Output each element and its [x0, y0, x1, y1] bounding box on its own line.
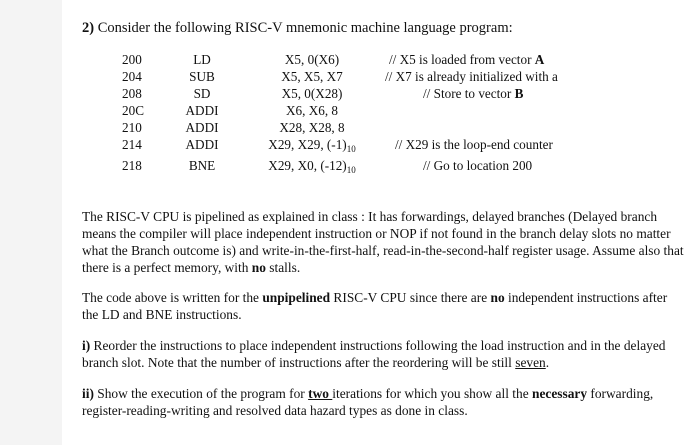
left-margin	[0, 0, 62, 445]
comment: // X29 is the loop-end counter	[395, 137, 553, 152]
address: 204	[122, 69, 142, 84]
opcode: SUB	[189, 69, 215, 84]
question-number: 2)	[82, 20, 95, 36]
operands: X5, 0(X6)	[284, 52, 340, 67]
paragraph-pipeline-description: The RISC-V CPU is pipelined as explained in class : It has forwardings, delayed branches (Delayed branch means the compiler will place independent instruction or NOP if not found in the branch delay slots no matter what the Branch outcome is) and write-in-the-first-half, read-in-the-second-half register usage. Assume also that there is a perfect memory, with no stalls.	[82, 209, 684, 275]
address: 214	[122, 137, 142, 152]
comment: // Go to location 200	[423, 158, 533, 173]
operands: X6, X6, 8	[285, 103, 339, 118]
address: 218	[122, 158, 142, 173]
address: 210	[122, 120, 142, 135]
opcode: BNE	[188, 158, 216, 173]
opcode: SD	[193, 86, 211, 101]
operands: X5, 0(X28)	[281, 86, 343, 101]
paragraph-unpipelined-note: The code above is written for the unpipelined RISC-V CPU since there are no independent instructions after the LD and BNE instructions.	[82, 290, 668, 322]
part-i: i) Reorder the instructions to place independent instructions following the load instruction and in the delayed branch slot. Note that the number of instructions after the reordering will be still seven.	[82, 338, 666, 370]
opcode: LD	[193, 52, 211, 67]
address: 208	[122, 86, 142, 101]
operands: X29, X0, $(-12)_{10}$	[268, 158, 356, 175]
operands: X5, X5, X7	[281, 69, 343, 84]
opcode: ADDI	[185, 137, 219, 152]
operands: X28, X28, 8	[279, 120, 345, 135]
opcode: ADDI	[185, 120, 219, 135]
document-page	[62, 0, 700, 445]
comment: // X7 is already initialized with a	[385, 69, 558, 84]
question-prompt: Consider the following RISC-V mnemonic machine language program:	[97, 20, 513, 36]
question-title	[82, 20, 513, 37]
opcode: ADDI	[185, 103, 219, 118]
comment: // X5 is loaded from vector A	[389, 52, 545, 67]
operands: X29, X29, $(-1)_{10}$	[268, 137, 356, 154]
part-ii: ii) Show the execution of the program for two iterations for which you show all the necessary forwarding, register-reading-writing and resolved data hazard types as done in class.	[82, 386, 654, 418]
address: 20C	[122, 103, 144, 118]
comment: // Store to vector B	[423, 86, 524, 101]
address: 200	[122, 52, 142, 67]
